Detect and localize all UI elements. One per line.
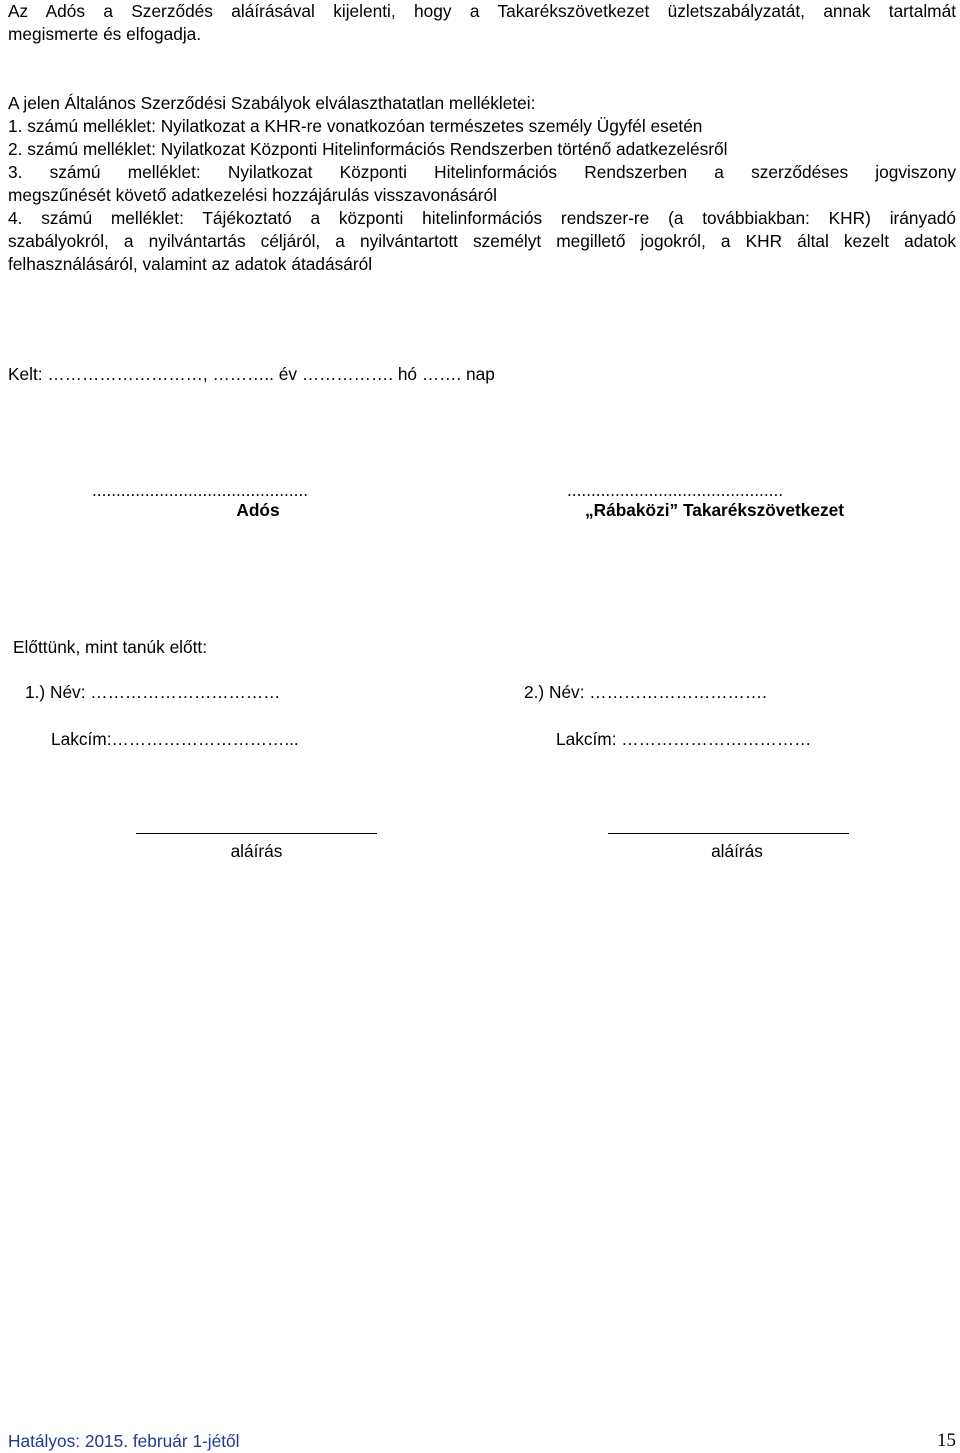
annex-item-4-line-3: felhasználásáról, valamint az adatok átadásáról <box>8 254 373 274</box>
bank-signature-dots: ............................................. <box>567 480 784 500</box>
witness-1-name: 1.) Név: …………………………… <box>25 682 281 702</box>
witness-1-address: Lakcím:…………………………... <box>51 729 299 749</box>
witnesses-heading: Előttünk, mint tanúk előtt: <box>13 637 208 657</box>
footer-effective-date: Hatályos: 2015. február 1-jétől <box>8 1431 240 1451</box>
witness-2-name: 2.) Név: …………………………. <box>524 682 767 702</box>
witness-2-signature-label: aláírás <box>711 841 763 861</box>
annex-heading: A jelen Általános Szerződési Szabályok elválaszthatatlan mellékletei: <box>8 93 536 113</box>
intro-line-1: Az Adós a Szerződés aláírásával kijelenti, hogy a Takarékszövetkezet üzletszabályzatát, annak tartalmát <box>8 1 956 21</box>
debtor-signature-dots: ............................................. <box>92 480 309 500</box>
witness-1-signature-label: aláírás <box>230 841 283 861</box>
annex-item-3-line-2: megszűnését követő adatkezelési hozzájárulás visszavonásáról <box>8 185 497 205</box>
witness-2-signature-line <box>608 833 849 834</box>
annex-item-3-line-1: 3. számú melléklet: Nyilatkozat Központi Hitelinformációs Rendszerben a szerződéses jogviszony <box>8 162 956 182</box>
intro-line-2: megismerte és elfogadja. <box>8 24 202 44</box>
date-line: Kelt: ………………………, ……….. év ……………. hó ……. nap <box>8 364 495 384</box>
annex-item-4-line-1: 4. számú melléklet: Tájékoztató a központi hitelinformációs rendszer-re (a továbbiakban: KHR) irányadó <box>8 208 956 228</box>
page-number: 15 <box>937 1430 956 1451</box>
debtor-label: Adós <box>236 500 280 520</box>
annex-item-1: 1. számú melléklet: Nyilatkozat a KHR-re vonatkozóan természetes személy Ügyfél esetén <box>8 116 703 136</box>
annex-item-2: 2. számú melléklet: Nyilatkozat Központi Hitelinformációs Rendszerben történő adatkezelésről <box>8 139 728 159</box>
witness-2-address: Lakcím: …………………………… <box>556 729 812 749</box>
witness-1-signature-line <box>136 833 377 834</box>
annex-item-4-line-2: szabályokról, a nyilvántartás céljáról, a nyilvántartott személyt megillető jogokról, a KHR által kezelt adatok <box>8 231 956 251</box>
bank-label: „Rábaközi” Takarékszövetkezet <box>585 500 845 520</box>
